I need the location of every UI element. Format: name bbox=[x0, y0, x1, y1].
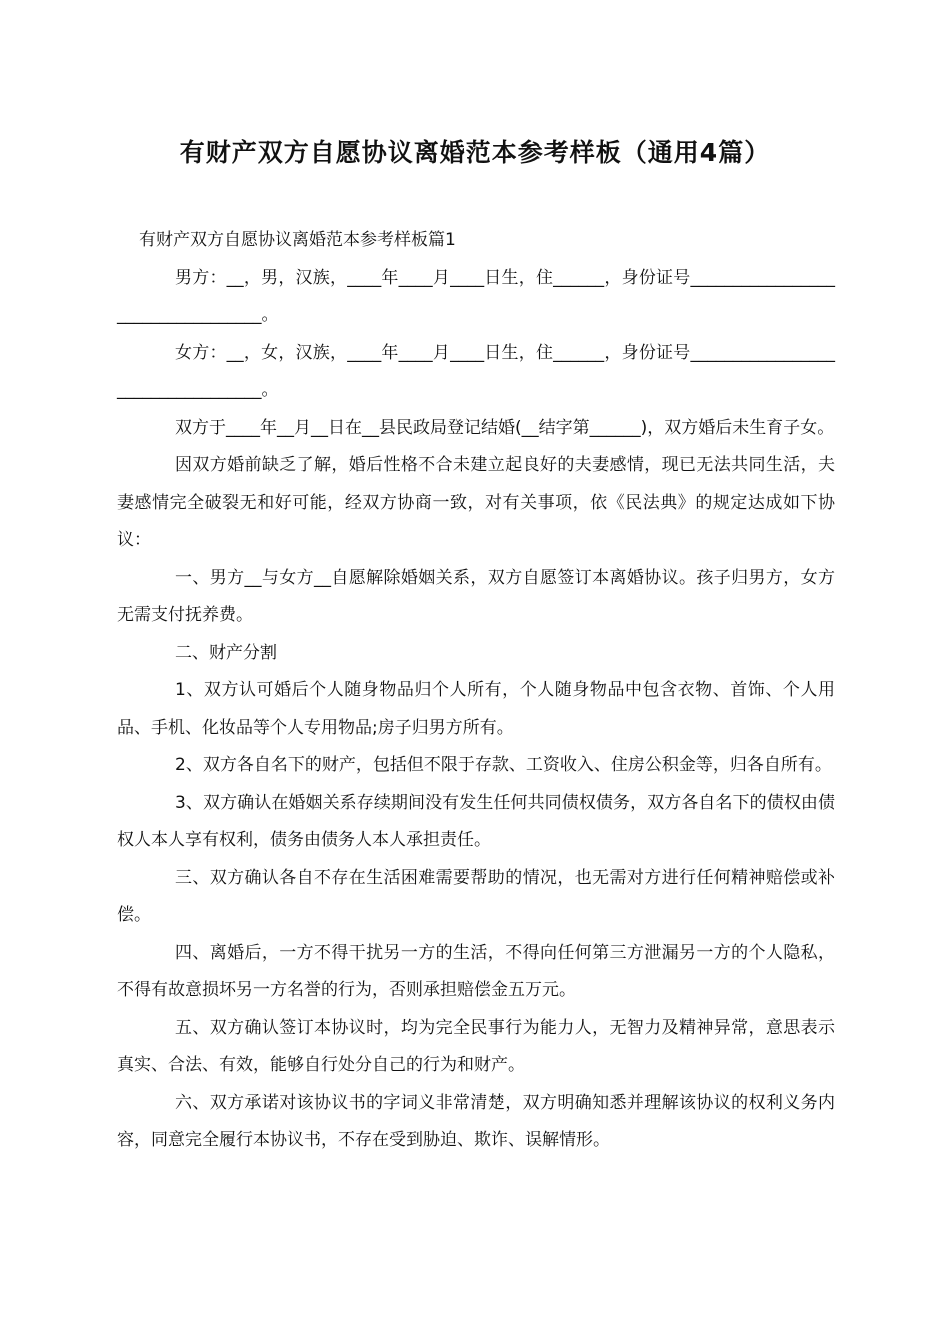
paragraph-clause-1: 一、男方__与女方__自愿解除婚姻关系，双方自愿签订本离婚协议。孩子归男方，女方无需支付抚养费。 bbox=[117, 567, 835, 625]
document-body bbox=[117, 222, 835, 1160]
paragraph-divorce-reason: 因双方婚前缺乏了解，婚后性格不合未建立起良好的夫妻感情，现已无法共同生活，夫妻感情完全破裂无和好可能，经双方协商一致，对有关事项，依《民法典》的规定达成如下协议： bbox=[117, 455, 835, 550]
paragraph-clause-4: 四、离婚后，一方不得干扰另一方的生活，不得向任何第三方泄漏另一方的个人隐私，不得有故意损坏另一方名誉的行为，否则承担赔偿金五万元。 bbox=[117, 942, 835, 1000]
paragraph-property-item-2: 2、双方各自名下的财产，包括但不限于存款、工资收入、住房公积金等，归各自所有。 bbox=[175, 755, 832, 775]
paragraph-male-party: 男方：__，男，汉族，____年____月____日生，住______，身份证号__________________________________。 bbox=[117, 267, 835, 325]
paragraph-property-item-3: 3、双方确认在婚姻关系存续期间没有发生任何共同债权债务，双方各自名下的债权由债权人本人享有权利，债务由债务人本人承担责任。 bbox=[117, 792, 835, 850]
document-title: 有财产双方自愿协议离婚范本参考样板（通用4篇） bbox=[179, 138, 771, 167]
paragraph-clause-2-heading: 二、财产分割 bbox=[175, 642, 277, 663]
paragraph-clause-3: 三、双方确认各自不存在生活困难需要帮助的情况，也无需对方进行任何精神赔偿或补偿。 bbox=[117, 867, 835, 925]
paragraph-property-item-1: 1、双方认可婚后个人随身物品归个人所有，个人随身物品中包含衣物、首饰、个人用品、手机、化妆品等个人专用物品;房子归男方所有。 bbox=[117, 680, 835, 738]
paragraph-clause-6: 六、双方承诺对该协议书的字词义非常清楚，双方明确知悉并理解该协议的权利义务内容，同意完全履行本协议书，不存在受到胁迫、欺诈、误解情形。 bbox=[117, 1092, 835, 1150]
paragraph-female-party: 女方：__，女，汉族，____年____月____日生，住______，身份证号__________________________________。 bbox=[117, 342, 835, 400]
section-heading: 有财产双方自愿协议离婚范本参考样板篇1 bbox=[139, 230, 456, 250]
paragraph-clause-5: 五、双方确认签订本协议时，均为完全民事行为能力人，无智力及精神异常，意思表示真实、合法、有效，能够自行处分自己的行为和财产。 bbox=[117, 1017, 835, 1075]
paragraph-marriage-registration: 双方于____年__月__日在__县民政局登记结婚(__结字第______)，双方婚后未生育子女。 bbox=[175, 417, 835, 438]
